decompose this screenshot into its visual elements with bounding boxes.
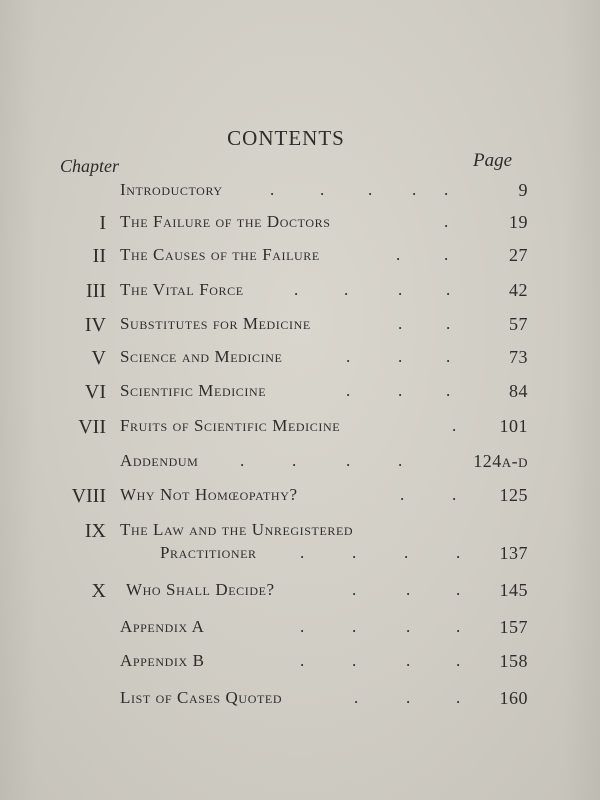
leader-dot: . <box>398 314 403 333</box>
leader-dot: . <box>346 347 351 366</box>
page-number: 158 <box>499 651 528 671</box>
leader-dot: . <box>456 580 461 599</box>
chapter-title: Substitutes for Medicine <box>120 314 311 333</box>
page-number: 137 <box>499 543 528 563</box>
leader-dot: . <box>396 245 401 264</box>
chapter-title: Addendum <box>120 451 199 470</box>
leader-dot: . <box>406 580 411 599</box>
chapter-number: X <box>91 580 106 602</box>
leader-dot: . <box>352 617 357 636</box>
leader-dot: . <box>444 180 449 199</box>
toc-entry-appendix-a <box>0 617 600 647</box>
chapter-title: The Vital Force <box>120 280 244 299</box>
leader-dot: . <box>456 543 461 562</box>
toc-entry-chapter-10 <box>0 580 600 610</box>
chapter-title: Appendix A <box>120 617 205 636</box>
chapter-number: II <box>92 245 106 267</box>
toc-entry-chapter-4 <box>0 314 600 344</box>
page-number: 145 <box>499 580 528 600</box>
page-number: 57 <box>509 314 528 334</box>
page-number: 9 <box>518 180 528 200</box>
toc-entry-chapter-2 <box>0 245 600 275</box>
leader-dot: . <box>446 381 451 400</box>
toc-entry-addendum <box>0 451 600 481</box>
leader-dot: . <box>404 543 409 562</box>
chapter-title: Who Shall Decide? <box>126 580 275 599</box>
leader-dot: . <box>406 688 411 707</box>
leader-dot: . <box>446 314 451 333</box>
page-number: 84 <box>509 381 528 401</box>
chapter-number: III <box>86 280 106 302</box>
leader-dot: . <box>456 651 461 670</box>
chapter-number: V <box>91 347 106 369</box>
leader-dot: . <box>398 347 403 366</box>
page-number: 124a-d <box>473 451 528 471</box>
chapter-title: Fruits of Scientific Medicine <box>120 416 341 435</box>
leader-dot: . <box>444 212 449 231</box>
page-number: 73 <box>509 347 528 367</box>
page-number: 160 <box>499 688 528 708</box>
toc-entry-chapter-5 <box>0 347 600 377</box>
leader-dot: . <box>352 651 357 670</box>
contents-heading: CONTENTS <box>227 126 345 150</box>
chapter-title: Science and Medicine <box>120 347 283 366</box>
leader-dot: . <box>406 617 411 636</box>
toc-entry-chapter-1 <box>0 212 600 242</box>
leader-dot: . <box>406 651 411 670</box>
leader-dot: . <box>446 280 451 299</box>
chapter-title: List of Cases Quoted <box>120 688 283 707</box>
leader-dot: . <box>452 485 457 504</box>
leader-dot: . <box>444 245 449 264</box>
chapter-number: VIII <box>71 485 106 507</box>
leader-dot: . <box>398 451 403 470</box>
chapter-title: Why Not Homœopathy? <box>120 485 298 504</box>
leader-dot: . <box>368 180 373 199</box>
leader-dot: . <box>346 451 351 470</box>
leader-dot: . <box>300 651 305 670</box>
chapter-number: VII <box>78 416 106 438</box>
chapter-title: The Law and the Unregistered <box>120 520 354 539</box>
chapter-title: Introductory <box>120 180 223 199</box>
leader-dot: . <box>292 451 297 470</box>
toc-entry-chapter-8 <box>0 485 600 515</box>
page-column-label: Page <box>473 150 513 171</box>
leader-dot: . <box>398 381 403 400</box>
page-number: 125 <box>499 485 528 505</box>
toc-entry-list-of-cases <box>0 688 600 718</box>
chapter-column-label: Chapter <box>60 156 120 176</box>
leader-dot: . <box>400 485 405 504</box>
leader-dot: . <box>352 543 357 562</box>
chapter-number: IV <box>84 314 106 336</box>
page-number: 27 <box>509 245 528 265</box>
chapter-title: Appendix B <box>120 651 205 670</box>
toc-entry-introductory <box>0 180 600 210</box>
chapter-number: I <box>99 212 106 234</box>
leader-dot: . <box>398 280 403 299</box>
page-number: 42 <box>509 280 528 300</box>
chapter-number: IX <box>84 520 106 542</box>
page-number: 157 <box>499 617 528 637</box>
toc-entry-appendix-b <box>0 651 600 681</box>
leader-dot: . <box>456 688 461 707</box>
leader-dot: . <box>456 617 461 636</box>
page-number: 101 <box>499 416 528 436</box>
leader-dot: . <box>412 180 417 199</box>
page-number: 19 <box>509 212 528 232</box>
toc-entry-chapter-3 <box>0 280 600 310</box>
chapter-title: Scientific Medicine <box>120 381 267 400</box>
toc-entry-chapter-6 <box>0 381 600 411</box>
leader-dot: . <box>240 451 245 470</box>
leader-dot: . <box>320 180 325 199</box>
leader-dot: . <box>300 617 305 636</box>
leader-dot: . <box>352 580 357 599</box>
chapter-title: The Causes of the Failure <box>120 245 320 264</box>
leader-dot: . <box>300 543 305 562</box>
toc-entry-chapter-9-continued <box>0 543 600 573</box>
chapter-title-continued: Practitioner <box>160 543 257 562</box>
leader-dot: . <box>346 381 351 400</box>
leader-dot: . <box>354 688 359 707</box>
toc-entry-chapter-7 <box>0 416 600 446</box>
chapter-title: The Failure of the Doctors <box>120 212 331 231</box>
leader-dot: . <box>344 280 349 299</box>
chapter-number: VI <box>84 381 106 403</box>
leader-dot: . <box>270 180 275 199</box>
leader-dot: . <box>452 416 457 435</box>
leader-dot: . <box>294 280 299 299</box>
leader-dot: . <box>446 347 451 366</box>
